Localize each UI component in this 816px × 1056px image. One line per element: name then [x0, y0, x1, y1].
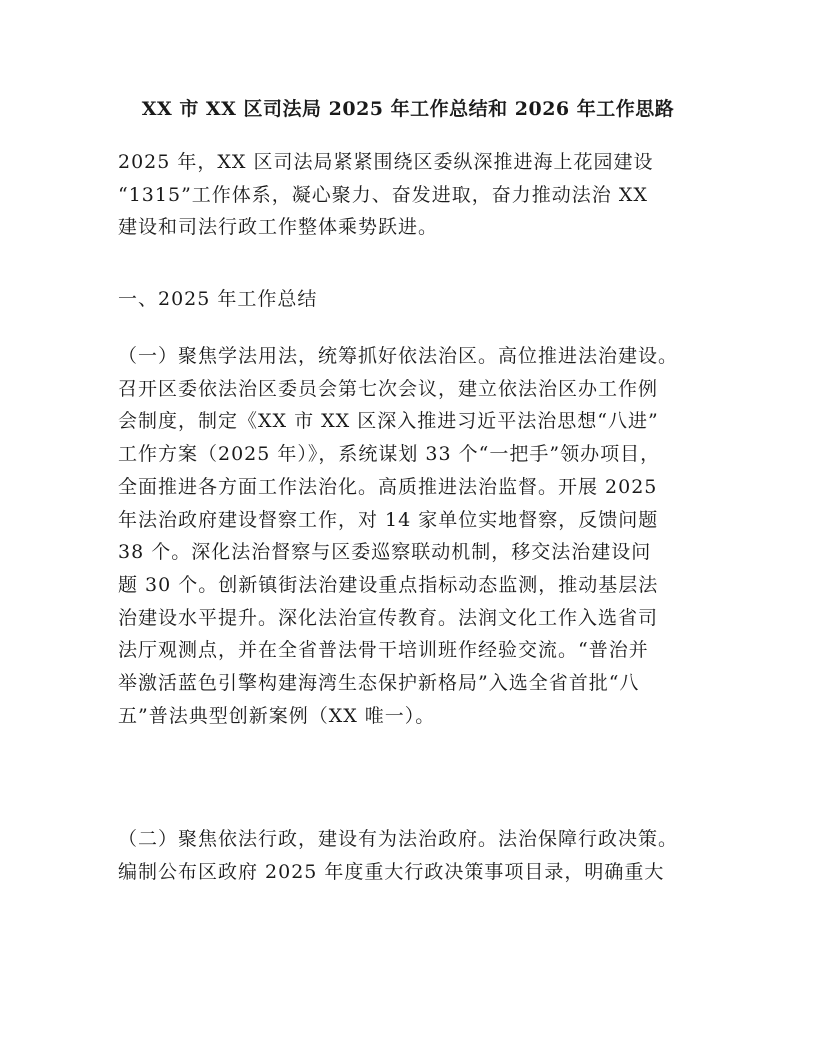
- item-two-paragraph: [118, 823, 718, 888]
- item-one-line: （一）聚焦学法用法，统筹抓好依法治区。高位推进法治建设。: [118, 345, 679, 367]
- item-two-line: 编制公布区政府 2025 年度重大行政决策事项目录，明确重大: [118, 860, 665, 883]
- section-heading: [118, 283, 718, 316]
- item-one-line: 召开区委依法治区委员会第七次会议，建立依法治区办工作例: [118, 377, 659, 400]
- item-one-line: 工作方案（2025 年）》，系统谋划 33 个“一把手”领办项目，: [118, 443, 661, 466]
- item-one-line: 年法治政府建设督察工作，对 14 家单位实地督察，反馈问题: [118, 508, 659, 531]
- intro-line: 2025 年，XX 区司法局紧紧围绕区委纵深推进海上花园建设: [118, 151, 654, 173]
- item-one-line: 全面推进各方面工作法治化。高质推进法治监督。开展 2025: [118, 475, 658, 498]
- item-one-line: 举激活蓝色引擎构建海湾生态保护新格局”入选全省首批“八: [118, 672, 640, 695]
- item-one-line: 会制度，制定《XX 市 XX 区深入推进习近平法治思想“八进”: [118, 410, 659, 433]
- intro-line: “1315”工作体系，凝心聚力、奋发进取，奋力推动法治 XX: [118, 183, 648, 206]
- item-one-paragraph: [118, 340, 718, 732]
- intro-line: 建设和司法行政工作整体乘势跃进。: [118, 216, 439, 239]
- section-heading-text: 一、2025 年工作总结: [118, 288, 318, 310]
- intro-paragraph: [118, 146, 718, 244]
- item-one-line: 治建设水平提升。深化法治宣传教育。法润文化工作入选省司: [118, 606, 659, 629]
- item-one-line: 38 个。深化法治督察与区委巡察联动机制，移交法治建设问: [118, 541, 652, 564]
- item-one-line: 题 30 个。创新镇街法治建设重点指标动态监测，推动基层法: [118, 573, 659, 596]
- item-one-line: 法厅观测点，并在全省普法骨干培训班作经验交流。“普治并: [118, 639, 649, 662]
- item-two-line: （二）聚焦依法行政，建设有为法治政府。法治保障行政决策。: [118, 828, 679, 850]
- document-title: XX 市 XX 区司法局 2025 年工作总结和 2026 年工作思路: [141, 98, 675, 120]
- item-one-line: 五”普法典型创新案例（XX 唯一）。: [118, 704, 436, 727]
